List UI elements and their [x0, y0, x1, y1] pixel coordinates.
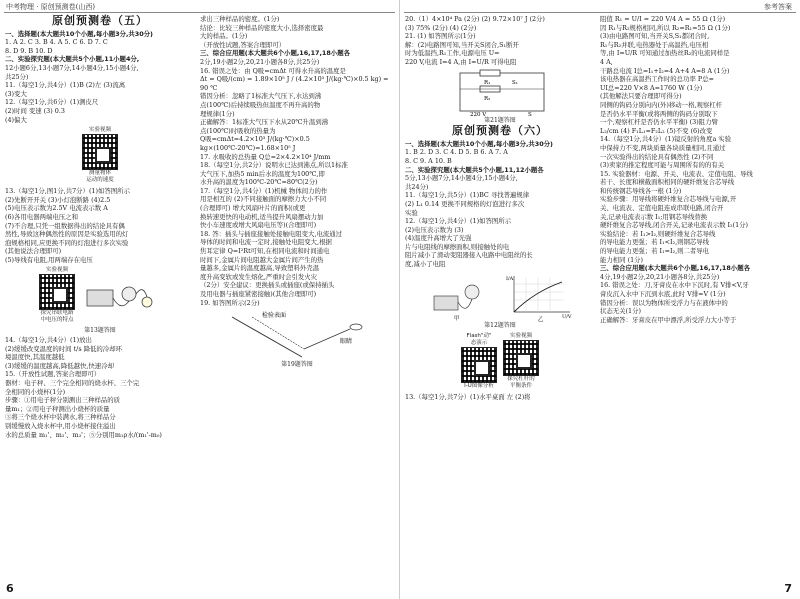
- answer-line: (3)缓缓的温度越高,降低越快,快速冷却: [5, 361, 114, 370]
- answer-line: 水升高的温度为100℃-20℃=80℃(2分): [200, 178, 318, 187]
- answer-line: (4)偏大: [5, 115, 27, 124]
- right-column-1: [405, 15, 595, 402]
- answer-line: 14.（每空1分,共4分）(1)放出: [5, 336, 92, 345]
- answer-line: 时为低温挡,R₁工作,电源电压 U=: [405, 49, 500, 58]
- qr-caption: 实验视频: [88, 127, 111, 134]
- answer-line: 一个,观察杠杆是否仍水平平衡) (3)阻力臂: [600, 118, 718, 127]
- answer-line: 错因分析：忽略了1标准大气压下,水达到沸: [200, 92, 322, 101]
- answer-line: 理规律(1分): [200, 109, 235, 118]
- answer-line: 11.（每空1分,共5分）(1)BC 寻找普遍规律: [405, 191, 530, 200]
- figure-label: S: [528, 111, 532, 117]
- iu-graph-12: [504, 272, 574, 322]
- answer-line: 正确解答：1标准大气压下水从20℃升温到沸: [200, 118, 328, 127]
- answer-line: 然性,导致这种偶然性的原因是实验选用的灯: [5, 230, 129, 239]
- answer-line: (3)由电路图可知,当开关S,S₁都闭合时,: [600, 32, 710, 41]
- answer-line: 求出三种样品的密度。(1分): [200, 15, 280, 23]
- answer-line: 大的样品。(1分): [200, 32, 248, 41]
- reflection-figure-19: [222, 309, 372, 361]
- answer-line: 12小题6分,13小题7分,14小题4分,15小题4分,: [5, 63, 139, 72]
- answer-line: 一次实验得出的结论具有偶然性 (2)不同: [600, 152, 714, 161]
- answer-line: (7)不合理,只凭一组数据得出的结论具有偶: [5, 221, 125, 230]
- qr-group: [405, 333, 595, 390]
- answer-line: 别缓慢放入烧水杯中,用小烧杯接住溢出: [5, 422, 116, 430]
- answer-line: 量m₁；②用电子秤测出小烧杯的质量: [5, 404, 110, 413]
- qr-caption: 探究杠杆的: [507, 376, 535, 383]
- answer-line: 15.（开放性试题,答案合理即可）: [5, 370, 101, 379]
- answer-line: 12.（每空1分,共6分）(1)测皮尺: [5, 98, 99, 107]
- answer-line: 4分,19小题2分,20,21小题各8分,共25分): [600, 272, 720, 281]
- answer-line: （开放性试题,答案合理即可）: [200, 40, 286, 49]
- circuit-figure-13: [81, 272, 161, 320]
- qr-caption: 平衡条件: [509, 383, 532, 390]
- answer-line: 干路总电流 I总=I₁+I₂=4 A+4 A=8 A (1分): [600, 66, 730, 75]
- page-number: 7: [784, 582, 792, 595]
- qr-caption: 测量物体: [88, 170, 111, 177]
- page-right: [400, 0, 800, 599]
- answer-line: 时间下,金属片间电阻越大金属片间产生的热: [200, 255, 324, 264]
- answer-line: 实验: [405, 208, 418, 217]
- qr-caption: 运动的速度: [86, 177, 114, 184]
- left-column-2: [200, 15, 394, 370]
- answer-line: 错因分析：误以为物体所受浮力与在液体中的: [600, 298, 728, 307]
- qr-caption: 态演示: [470, 340, 488, 347]
- answer-line: 解：(2)电路图可知,当开关S闭合,S₁断开: [405, 40, 519, 49]
- answer-line: 11.（每空1分,共4分）(1)B (2)左 (3)流离: [5, 81, 126, 90]
- answer-line: 若干、长度和横截面积相同的硬纤维复合芯导线: [600, 178, 735, 187]
- answer-line: 17.（每空1分,共4分）(1)机械 物体间力的作: [200, 186, 328, 195]
- right-column-2: [600, 15, 795, 324]
- answer-line: 等,由 I=U/R 可知通过加热丝R₂的电流同样是: [600, 49, 730, 58]
- answer-line: 共24分): [405, 182, 429, 191]
- answer-list: [5, 187, 195, 264]
- answer-line: 点(100℃)后持续吸热但温度不再升高的物: [200, 100, 321, 109]
- figure-label: 甲: [454, 315, 460, 322]
- answer-line: 三、综合应用题(本大题共6个小题,16,17,18小题各: [200, 49, 350, 58]
- answer-line: 16. 错误之处：刀,牙膏皮在水中下沉时,有 V排<V,牙: [600, 281, 749, 290]
- answer-line: 的导电能力更强；若 I₁=I₂,则二者导电: [600, 247, 710, 256]
- figure-label: 乙: [538, 316, 544, 322]
- answer-line: (其他说法合理即可): [5, 247, 62, 256]
- answer-line: 20.（1）4×10⁴ Pa (2分) (2) 9.72×10⁷ J (2分): [405, 15, 545, 23]
- answer-line: （2分）安全建议：更换插头或插座(或保持插头: [200, 281, 335, 290]
- qr-code-icon[interactable]: [461, 347, 497, 383]
- answer-line: 17. 水吸收的总热量 Q总=2×4.2×10⁴ J/mm: [200, 152, 331, 161]
- answer-line: 用是相互的 (2)不同接触面的摩擦力大小不同: [200, 195, 327, 204]
- paper-title: 原创预测卷（六）: [452, 124, 548, 138]
- answer-line: 硬纤维复合芯导线,闭合开关,记录电流表示数 I₂(1分): [600, 221, 749, 230]
- answer-line: 4 A,: [600, 57, 613, 66]
- header-rule: [404, 12, 796, 13]
- answer-line: 12.（每空1分,共4分）(1)如答图所示: [405, 217, 512, 226]
- answer-line: 是否仍水平平衡(或将两侧的钩码分别取下: [600, 109, 718, 118]
- paper-title: 原创预测卷（五）: [52, 14, 148, 27]
- qr-caption: 实验视频: [509, 333, 532, 340]
- left-column-1: [5, 15, 195, 439]
- answer-line: (2) L₁ 0.14 更换不同规格的灯泡进行多次: [405, 199, 525, 208]
- figure-caption: 第21题答图: [484, 116, 516, 124]
- qr-caption: 中电压的特点: [40, 317, 74, 324]
- answer-line: 二、实验探究题(本大题共5个小题,11,12小题各: [405, 165, 544, 174]
- answer-line: 21. (1) 如答图所示(1分): [405, 32, 476, 41]
- answer-line: 8. D 9. B 10. D: [5, 46, 53, 55]
- answer-line: 度升高变软或发生熔化,严重时会引发火灾: [200, 272, 318, 281]
- answer-line: 焦耳定律 Q=I²Rt可知,在相同电流和时间通电: [200, 247, 330, 256]
- answer-line: 15. 实验器材：电源、开关、电流表、定值电阻、导线: [600, 169, 753, 178]
- answer-line: 大气压下,加热5 min后水的温度为100℃,即: [200, 169, 325, 178]
- answer-line: 器材：电子秤、三个完全相同的烧水杯、三个完: [5, 379, 140, 388]
- answer-line: 导体的时间和电流一定时,接触处电阻变大,根据: [200, 238, 332, 247]
- answer-line: (其他解法只要合理即可得分): [600, 92, 682, 101]
- answer-line: 实验步骤：用导线将硬纤维复合芯导线与电源,开: [600, 195, 737, 204]
- qr-code-icon[interactable]: [82, 134, 118, 170]
- qr-code-icon[interactable]: [503, 340, 539, 376]
- answer-line: (合理即可) 增大风扇叶片的面积(或更: [200, 204, 306, 213]
- answer-line: 二、实验探究题(本大题共5个小题,11小题4分,: [5, 55, 140, 64]
- page-number: 6: [6, 582, 14, 595]
- answer-line: 正确解答：牙膏皮在甲中漂浮,所受浮力大小等于: [600, 315, 737, 324]
- answer-list: [5, 30, 195, 125]
- answer-line: 1. A 2. C 3. B 4. A 5. C 6. D 7. C: [5, 38, 108, 47]
- answer-line: (2)时间 变速 (3) 0.3: [5, 106, 65, 115]
- answer-line: 及用电器与插座紧密接触)(其他合理即可): [200, 290, 317, 298]
- qr-caption: I-U图像分析: [464, 383, 494, 390]
- answer-line: 18. 答：插头与插座接触处接触电阻变大,电流通过: [200, 229, 343, 238]
- answer-line: 状态无关(1分): [600, 307, 642, 316]
- answer-line: 1. B 2. D 3. C 4. D 5. B 6. A 7. A: [405, 148, 508, 157]
- figure-label: 220 V: [470, 111, 487, 117]
- answer-line: (3)变大: [5, 89, 27, 98]
- qr-caption: 探究串联电路: [40, 310, 74, 317]
- answer-line: 13.（每空1分,共7分）(1)水平桌面 左 (2)将: [405, 393, 531, 402]
- answer-line: 快小车速度或增大风扇电压等)(合理即可): [200, 221, 317, 230]
- answer-line: 220 V,电流 I=4 A,由 I=U/R 可得电阻: [405, 57, 517, 66]
- answer-line: 泡规格相同,应更换不同的灯泡进行多次实验: [5, 238, 129, 247]
- answer-list: [405, 15, 595, 67]
- answer-line: R₁与R₂并联,电热器处于高温挡,电压相: [600, 40, 709, 49]
- answer-line: 14.（每空1分,共4分）(1)镜反射的角度a 实验: [600, 135, 732, 144]
- answer-line: ③将三个烧水杯中装满水,将三种样品分: [5, 413, 116, 422]
- answer-line: 该电热器在高温挡工作时的总功率 P总=: [600, 75, 714, 84]
- answer-line: Δt = Q吸/(cm) = 1.89×10⁵ J / (4.2×10³ J/(kg·℃)×0.5 kg) = 90 ℃: [200, 75, 389, 92]
- running-header: 参考答案: [764, 3, 792, 11]
- answer-line: 关、电流表、定值电阻连成串联电路,闭合开: [600, 204, 724, 213]
- answer-list: [405, 393, 595, 402]
- qr-caption: 实验视频: [45, 267, 68, 274]
- axis-label: U/V: [562, 313, 572, 320]
- answer-line: 实验结论：若 I₁>I₂,则硬纤维复合芯导线: [600, 229, 716, 238]
- answer-line: (3) 75% (2分) (4) (2分): [405, 23, 477, 32]
- answer-line: 阻值 R₁ = U/I = 220 V/4 A = 55 Ω (1分): [600, 15, 726, 23]
- answer-line: 同侧的钩码分别向内(外)移动一格,观察杠杆: [600, 100, 723, 109]
- answer-line: (2)缓缓改变温度的时间 t/s 降低的冷却环: [5, 344, 122, 353]
- answer-line: 能力相同 (1分): [600, 255, 644, 264]
- answer-line: 一、选择题(本大题共10个小题,每小题3分,共30分): [5, 29, 153, 38]
- answer-line: 境温度快,其温度越低: [5, 353, 65, 362]
- answer-line: 13.（每空1分,图1分,共7分）(1)如答图所示: [5, 187, 130, 196]
- figure-caption: 第13题答图: [84, 327, 116, 335]
- figure-label: R₁: [484, 79, 491, 86]
- answer-line: 三、综合应用题(本大题共6个小题,16,17,18小题各: [600, 264, 750, 273]
- answer-line: 5分,13小题7分,14小题4分,15小题4分,: [405, 174, 518, 183]
- qr-group: [5, 127, 195, 184]
- circuit-figure-12: [426, 272, 496, 322]
- qr-group: [5, 267, 195, 324]
- answer-line: 阻片减小了滑动变阻器接入电路中电阻丝的长: [405, 251, 533, 260]
- figure-label: S₁: [512, 79, 518, 86]
- answer-line: 点(100℃)时吸收的热量为: [200, 126, 276, 135]
- running-header: 中考物理 · 原创预测卷(山西): [6, 3, 96, 11]
- answer-line: (2)先断开开关 (3)小灯泡断路 (4)2.5: [5, 195, 111, 204]
- answer-line: 水的总质量 m₁'、m₂'、m₃'；⑤分别用m₁ρ水/(m₁'-m₀): [5, 430, 162, 439]
- answer-line: 中保持力不变,两块质量各块质量相同,且通过: [600, 143, 726, 152]
- axis-label: I/A: [506, 275, 514, 282]
- answer-line: (4)温度升高增大了光强: [405, 234, 472, 243]
- answer-line: 换转速更快的电动机,适当提升风扇摆动力加: [200, 212, 324, 221]
- answer-list: [5, 336, 195, 439]
- figure-label: R₂: [484, 95, 491, 102]
- answer-line: 19. 如答图所示(2分): [200, 298, 260, 307]
- answer-line: (2)电压表示数为 (3): [405, 225, 464, 234]
- answer-line: 一、选择题(本大题共10个小题,每小题3分,共30分): [405, 139, 553, 148]
- answer-list: [600, 15, 795, 324]
- answer-line: 的导电能力更强；若 I₁<I₂,则钢芯导线: [600, 238, 710, 247]
- answer-line: 步骤：①用电子秤分别测出三种样品的质: [5, 396, 121, 405]
- answer-line: 全相同的小烧杯(1分): [5, 387, 66, 396]
- answer-line: 量越多,金属片的温度越高,导致塑料外壳温: [200, 264, 320, 273]
- figure-12-group: [405, 272, 595, 322]
- answer-line: Q吸=cmΔt=4.2×10³ J/(kg·℃)×0.5 kg×(100℃-20℃)=1.68×10⁵ J: [200, 135, 310, 152]
- figure-caption: 第19题答图: [281, 361, 313, 369]
- answer-line: UI总=220 V×8 A=1760 W (1分): [600, 83, 703, 92]
- answer-line: L₂/cm (4) F₁L₁=F₂L₂ (5)不变 (6)改变: [600, 126, 713, 135]
- answer-list: [405, 140, 595, 269]
- answer-line: 16. 错误之处：由 Q吸=cmΔt 可得水升高的温度是: [200, 66, 346, 75]
- circuit-figure-21: [440, 69, 560, 117]
- answer-line: 18.（每空1分,共2分）说明水已达到沸点,所以1标准: [200, 161, 348, 170]
- answer-line: 因 R₁与R₂规格相同,所以 R₂=R₁=55 Ω (1分): [600, 23, 731, 32]
- figure-caption: 第12题答图: [484, 321, 516, 329]
- answer-line: (5)电压表示数为2.5V 电流表示数 A: [5, 204, 108, 213]
- answer-line: 2分,19小题2分,20,21小题各8分,共25分): [200, 57, 320, 66]
- answer-line: 膏皮沉入水中下沉到水底,此时 V排=V (1分): [600, 290, 726, 298]
- header-rule: [4, 12, 395, 13]
- answer-line: 结论：比较三种样品的密度大小,选择密度最: [200, 23, 324, 32]
- figure-label: 眼睛: [340, 338, 353, 346]
- answer-list: [200, 15, 394, 307]
- qr-code-icon[interactable]: [39, 274, 75, 310]
- answer-line: 和传统钢芯导线各一根 (1分): [600, 186, 682, 195]
- figure-label: 检验表面: [262, 312, 287, 320]
- answer-line: (3)卖家的推定程度可能与周围所有的的有关: [600, 161, 725, 170]
- qr-caption: Flash"动": [466, 333, 492, 340]
- answer-line: 共25分): [5, 72, 29, 81]
- answer-line: 片与电阻线的摩擦面积,则接触处的电: [405, 242, 510, 251]
- answer-line: 8. C 9. A 10. B: [405, 156, 452, 165]
- answer-line: (6)各用电器两端电压之和: [5, 212, 78, 221]
- answer-line: 关,记录电流表示数 I₁;用钢芯导线替换: [600, 212, 708, 221]
- answer-line: (5)导线有电阻,用两端存在电压: [5, 255, 93, 264]
- answer-line: 度,减小了电阻: [405, 260, 446, 269]
